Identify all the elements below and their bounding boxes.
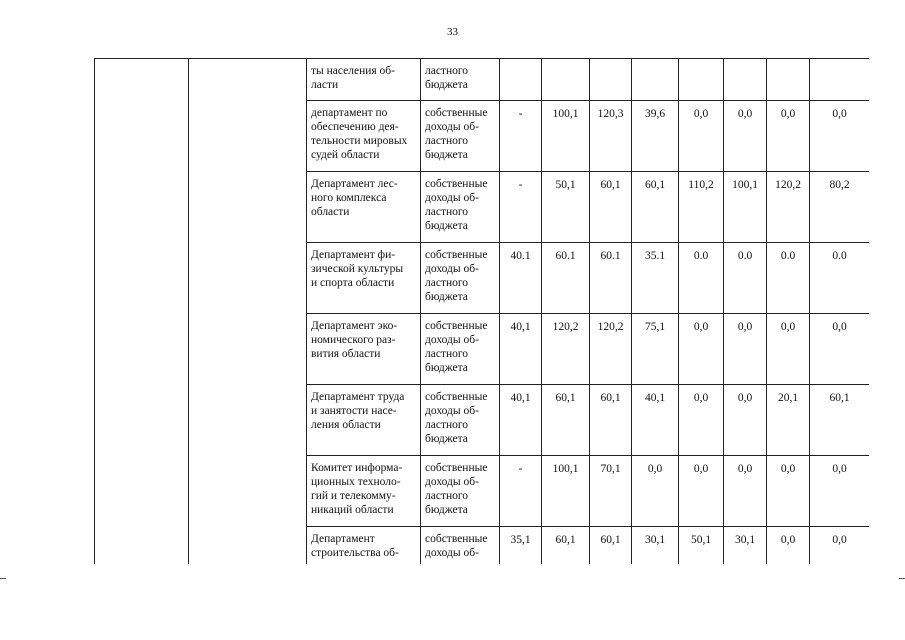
value-cell: 35.1: [632, 243, 679, 314]
left-edge-mark: [0, 578, 6, 579]
right-edge-mark: [899, 578, 905, 579]
value-cell: [500, 59, 542, 101]
value-cell: 0,0: [810, 314, 870, 385]
value-cell: 0,0: [767, 314, 810, 385]
value-cell: 0,0: [767, 101, 810, 172]
value-cell: 0,0: [632, 456, 679, 527]
budget-table: [94, 58, 869, 564]
value-cell: 40,1: [632, 385, 679, 456]
value-cell: 0,0: [724, 456, 767, 527]
value-cell: 0,0: [767, 456, 810, 527]
value-cell: 60.1: [542, 243, 590, 314]
organization-cell: Комитет информа- ционных техноло- гий и телекомму- никаций области: [307, 456, 421, 527]
funding-source-cell: ластного бюджета: [421, 59, 500, 101]
value-cell: 60,1: [590, 527, 632, 565]
blank-column-1: [95, 59, 189, 565]
value-cell: 80,2: [810, 172, 870, 243]
value-cell: 120,3: [590, 101, 632, 172]
value-cell: 60,1: [810, 385, 870, 456]
value-cell: -: [500, 172, 542, 243]
value-cell: 0,0: [679, 456, 724, 527]
value-cell: 50,1: [542, 172, 590, 243]
value-cell: 60.1: [590, 243, 632, 314]
value-cell: 120,2: [542, 314, 590, 385]
value-cell: [724, 59, 767, 101]
value-cell: [810, 59, 870, 101]
value-cell: -: [500, 101, 542, 172]
organization-cell: Департамент эко- номического раз- вития области: [307, 314, 421, 385]
organization-cell: Департамент фи- зической культуры и спорта области: [307, 243, 421, 314]
value-cell: 0,0: [724, 385, 767, 456]
funding-source-cell: собственные доходы об- ластного бюджета: [421, 243, 500, 314]
value-cell: 0,0: [679, 314, 724, 385]
value-cell: 60,1: [542, 527, 590, 565]
page-number: 33: [447, 26, 458, 38]
value-cell: 39,6: [632, 101, 679, 172]
value-cell: [590, 59, 632, 101]
organization-cell: Департамент лес- ного комплекса области: [307, 172, 421, 243]
value-cell: 110,2: [679, 172, 724, 243]
value-cell: -: [500, 456, 542, 527]
funding-source-cell: собственные доходы об- ластного бюджета: [421, 172, 500, 243]
value-cell: 0,0: [767, 527, 810, 565]
value-cell: 0.0: [679, 243, 724, 314]
value-cell: [679, 59, 724, 101]
budget-table-wrapper: [94, 58, 869, 564]
value-cell: 0,0: [724, 314, 767, 385]
value-cell: 20,1: [767, 385, 810, 456]
value-cell: 50,1: [679, 527, 724, 565]
organization-cell: департамент по обеспечению дея- тельности мировых судей области: [307, 101, 421, 172]
table-body: [95, 59, 870, 565]
value-cell: 70,1: [590, 456, 632, 527]
value-cell: 0.0: [767, 243, 810, 314]
value-cell: 30,1: [724, 527, 767, 565]
value-cell: 0,0: [810, 527, 870, 565]
value-cell: 75,1: [632, 314, 679, 385]
value-cell: [767, 59, 810, 101]
value-cell: 40.1: [500, 243, 542, 314]
value-cell: [632, 59, 679, 101]
blank-column-2: [189, 59, 307, 565]
value-cell: 0,0: [810, 101, 870, 172]
value-cell: 60,1: [590, 385, 632, 456]
organization-cell: Департамент строительства об-: [307, 527, 421, 565]
value-cell: 40,1: [500, 314, 542, 385]
value-cell: 30,1: [632, 527, 679, 565]
value-cell: 35,1: [500, 527, 542, 565]
value-cell: 120,2: [767, 172, 810, 243]
funding-source-cell: собственные доходы об- ластного бюджета: [421, 314, 500, 385]
organization-cell: ты населения об- ласти: [307, 59, 421, 101]
value-cell: 0,0: [724, 101, 767, 172]
funding-source-cell: собственные доходы об-: [421, 527, 500, 565]
table-row: [95, 59, 870, 101]
value-cell: 0,0: [679, 101, 724, 172]
value-cell: 0.0: [810, 243, 870, 314]
value-cell: 120,2: [590, 314, 632, 385]
funding-source-cell: собственные доходы об- ластного бюджета: [421, 101, 500, 172]
value-cell: 100,1: [724, 172, 767, 243]
value-cell: 60,1: [542, 385, 590, 456]
value-cell: 100,1: [542, 456, 590, 527]
value-cell: 0.0: [724, 243, 767, 314]
organization-cell: Департамент труда и занятости насе- ления области: [307, 385, 421, 456]
value-cell: 0,0: [679, 385, 724, 456]
funding-source-cell: собственные доходы об- ластного бюджета: [421, 456, 500, 527]
value-cell: 40,1: [500, 385, 542, 456]
value-cell: 60,1: [590, 172, 632, 243]
value-cell: 60,1: [632, 172, 679, 243]
value-cell: 100,1: [542, 101, 590, 172]
value-cell: [542, 59, 590, 101]
value-cell: 0,0: [810, 456, 870, 527]
funding-source-cell: собственные доходы об- ластного бюджета: [421, 385, 500, 456]
